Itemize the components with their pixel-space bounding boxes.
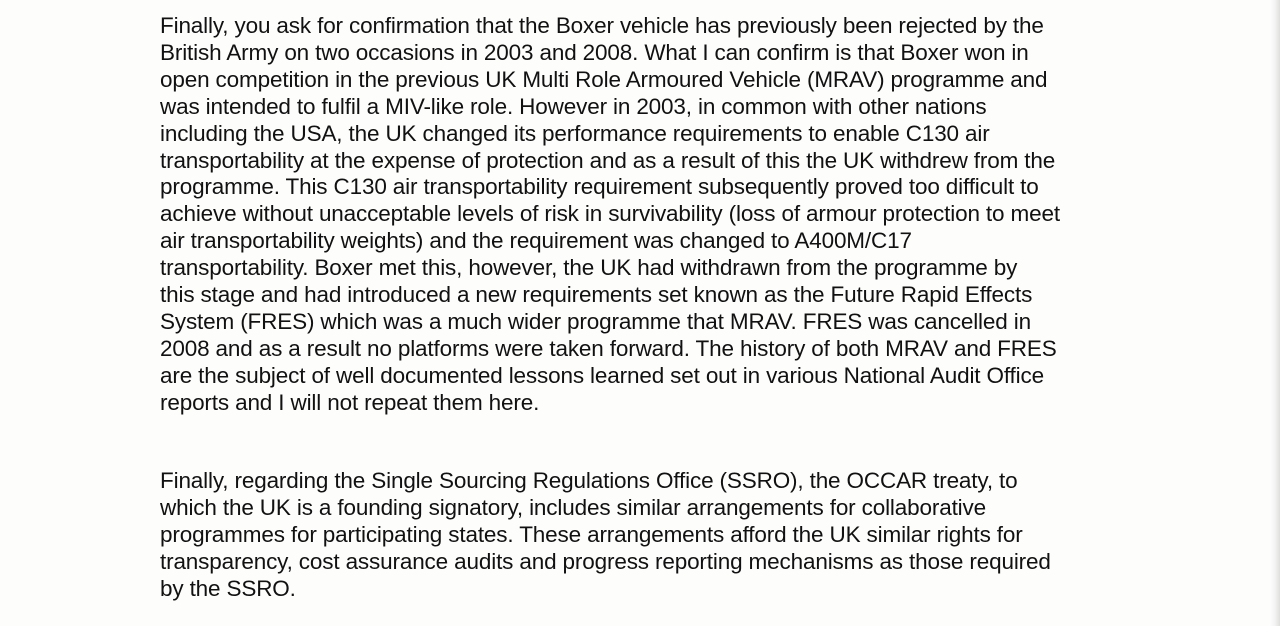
text-line: transportability at the expense of protection and as a result of this the UK withdrew from the <box>160 147 1056 173</box>
text-line: Finally, you ask for confirmation that the Boxer vehicle has previously been rejected by the <box>160 13 1044 38</box>
text-line: System (FRES) which was a much wider programme that MRAV. FRES was cancelled in <box>160 308 1031 334</box>
text-line: which the UK is a founding signatory, includes similar arrangements for collaborative <box>160 494 986 520</box>
text-line: achieve without unacceptable levels of risk in survivability (loss of armour protection to meet <box>160 201 1060 227</box>
text-line: transportability. Boxer met this, however, the UK had withdrawn from the programme by <box>160 255 1018 281</box>
text-line: programmes for participating states. These arrangements afford the UK similar rights for <box>160 521 1023 547</box>
paragraph-ssro <box>160 468 1051 603</box>
text-line: transparency, cost assurance audits and progress reporting mechanisms as those required <box>160 548 1051 574</box>
text-line: including the USA, the UK changed its performance requirements to enable C130 air <box>160 120 990 146</box>
text-line: British Army on two occasions in 2003 and 2008. What I can confirm is that Boxer won in <box>160 39 1029 65</box>
text-line: reports and I will not repeat them here. <box>160 389 540 415</box>
paragraph-boxer-history <box>160 13 1060 417</box>
text-line: was intended to fulfil a MIV-like role. However in 2003, in common with other nations <box>160 93 987 119</box>
text-line: Finally, regarding the Single Sourcing Regulations Office (SSRO), the OCCAR treaty, to <box>160 468 1018 493</box>
text-line: programme. This C130 air transportability requirement subsequently proved too difficult to <box>160 174 1039 200</box>
text-line: are the subject of well documented lessons learned set out in various National Audit Office <box>160 362 1044 388</box>
text-line: air transportability weights) and the requirement was changed to A400M/C17 <box>160 228 912 254</box>
text-line: open competition in the previous UK Multi Role Armoured Vehicle (MRAV) programme and <box>160 66 1048 92</box>
text-line: 2008 and as a result no platforms were taken forward. The history of both MRAV and FRES <box>160 335 1057 361</box>
text-line: this stage and had introduced a new requirements set known as the Future Rapid Effects <box>160 282 1033 308</box>
text-line: by the SSRO. <box>160 575 296 601</box>
